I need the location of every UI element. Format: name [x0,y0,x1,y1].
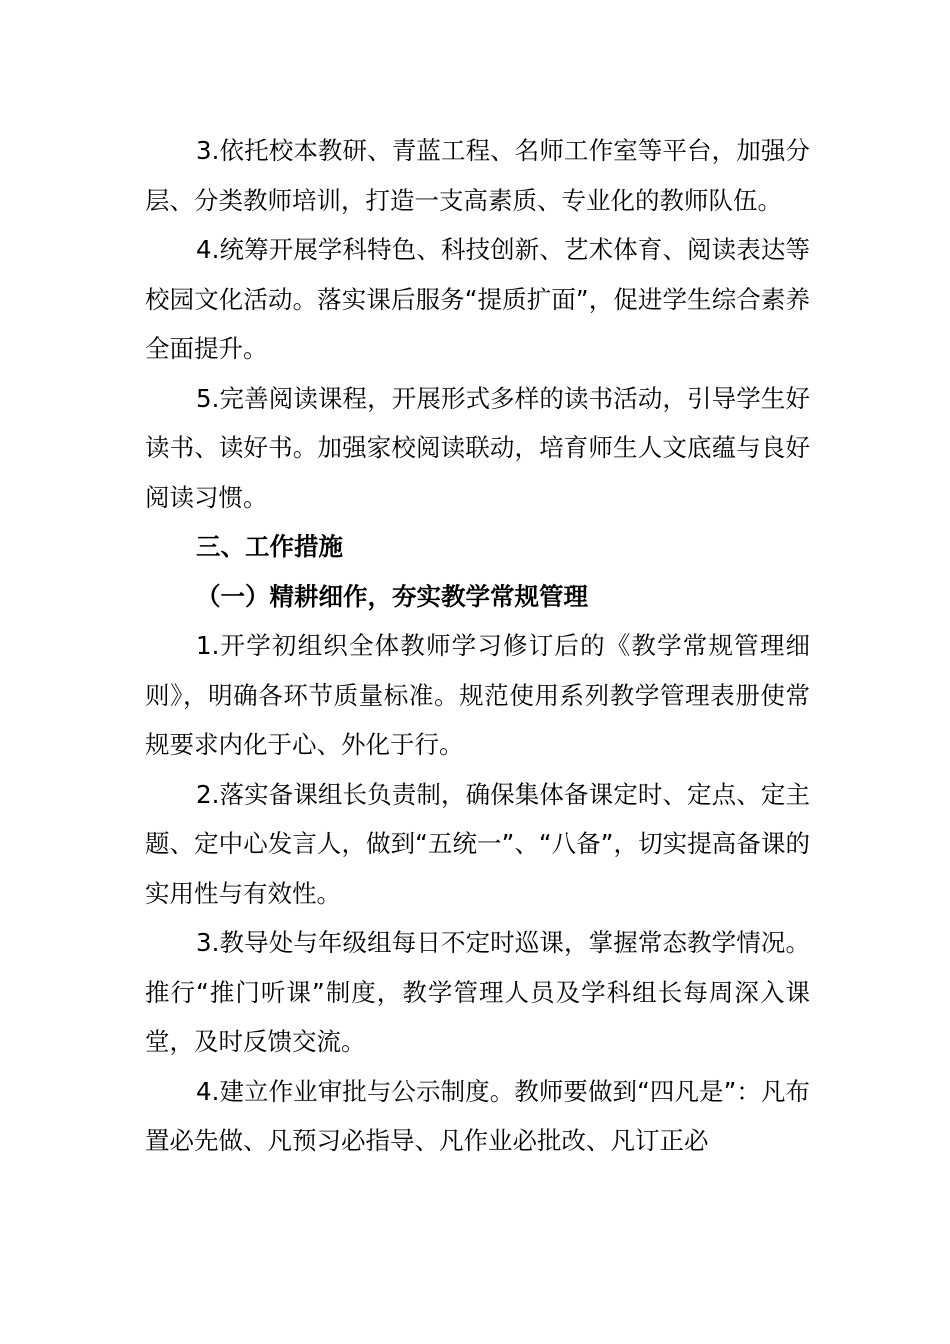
paragraph-measure-1: 1.开学初组织全体教师学习修订后的《教学常规管理细则》，明确各环节质量标准。规范使用系列教学管理表册使常规要求内化于心、外化于行。 [145,631,810,759]
document-body [145,126,810,1166]
subsection-heading: （一）精耕细作，夯实教学常规管理 [196,581,588,611]
paragraph-measure-4: 4.建立作业审批与公示制度。教师要做到“四凡是”：凡布置必先做、凡预习必指导、凡作业必批改、凡订正必 [145,1076,810,1155]
paragraph-goal-4: 4.统筹开展学科特色、科技创新、艺术体育、阅读表达等校园文化活动。落实课后服务“提质扩面”，促进学生综合素养全面提升。 [145,235,810,363]
paragraph-goal-3: 3.依托校本教研、青蓝工程、名师工作室等平台，加强分层、分类教师培训，打造一支高素质、专业化的教师队伍。 [145,136,810,215]
paragraph-measure-2: 2.落实备课组长负责制，确保集体备课定时、定点、定主题、定中心发言人，做到“五统一”、“八备”，切实提高备课的实用性与有效性。 [145,779,810,908]
paragraph-measure-3: 3.教导处与年级组每日不定时巡课，掌握常态教学情况。推行“推门听课”制度，教学管理人员及学科组长每周深入课堂，及时反馈交流。 [145,928,810,1056]
section-heading: 三、工作措施 [196,532,343,561]
paragraph-goal-5: 5.完善阅读课程，开展形式多样的读书活动，引导学生好读书、读好书。加强家校阅读联动，培育师生人文底蕴与良好阅读习惯。 [145,383,810,512]
